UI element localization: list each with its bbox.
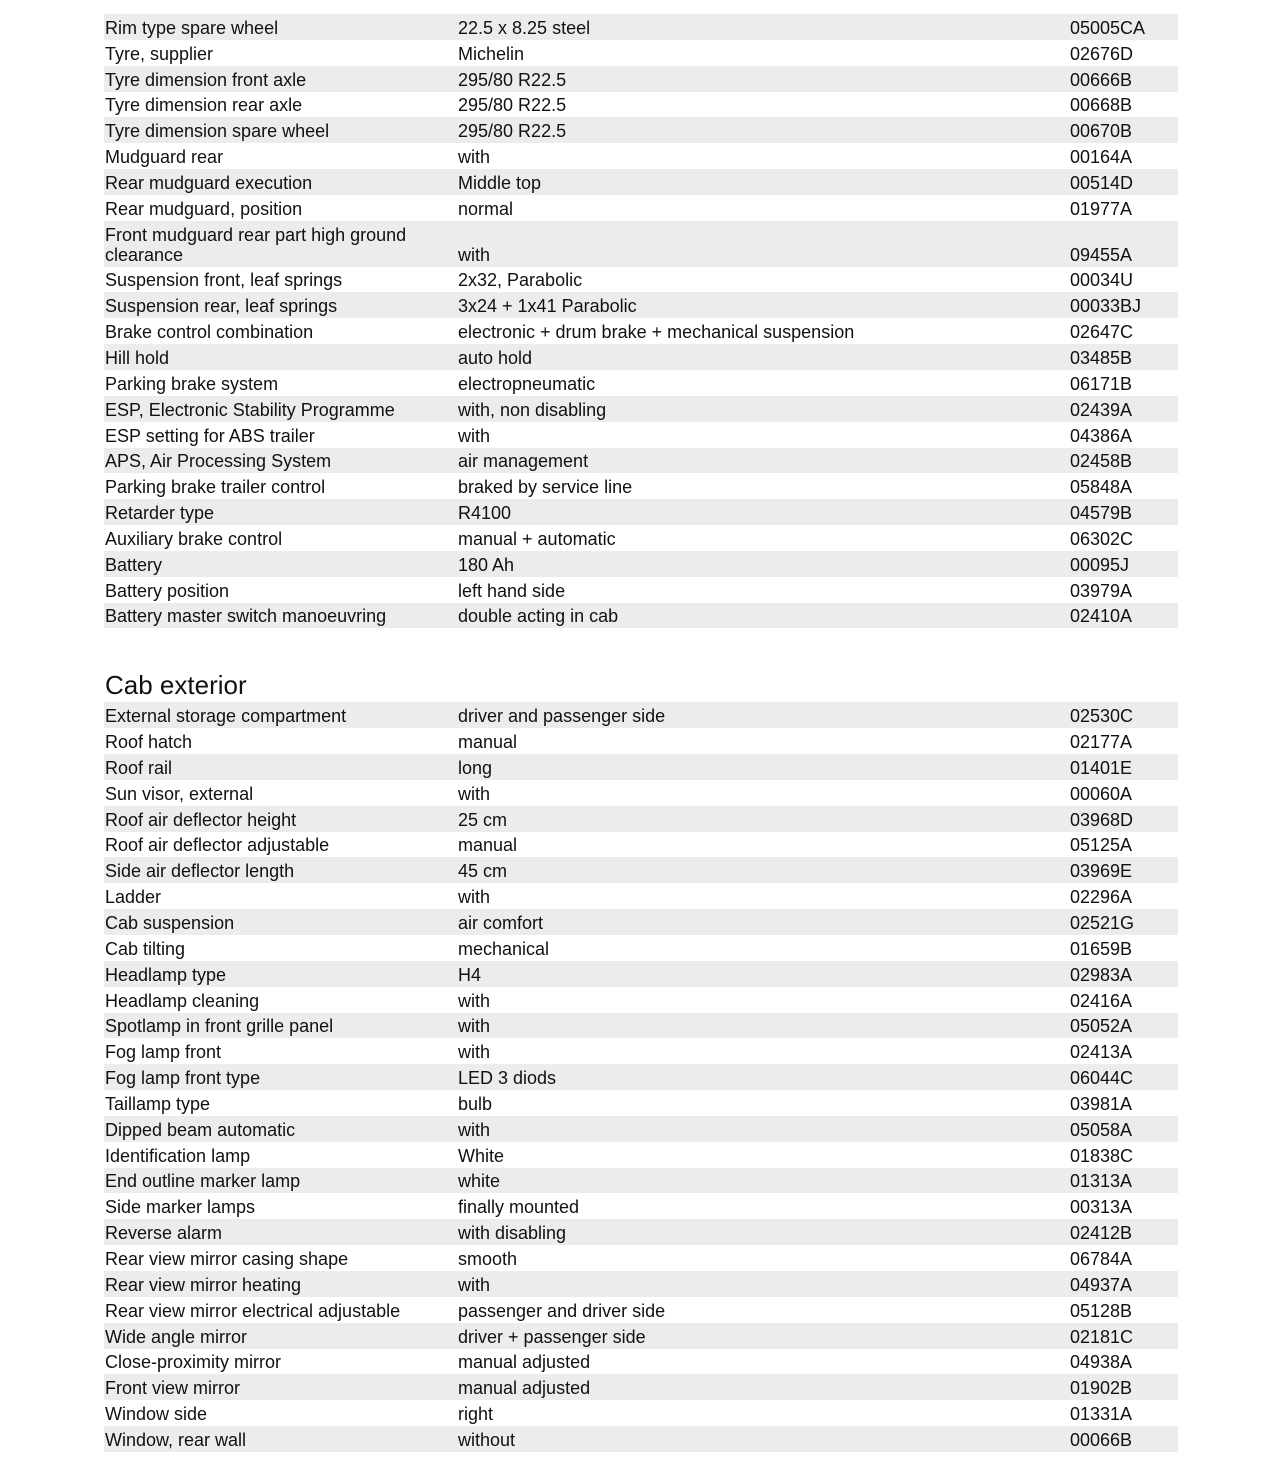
spec-value: with bbox=[458, 990, 491, 1011]
spec-code: 02530C bbox=[1070, 706, 1134, 727]
spec-code: 00066B bbox=[1070, 1429, 1133, 1450]
spec-item: Parking brake system bbox=[105, 373, 279, 394]
spec-item: Brake control combination bbox=[105, 322, 314, 343]
spec-value: LED 3 diods bbox=[458, 1068, 557, 1089]
table-row bbox=[104, 221, 1178, 267]
spec-item: Suspension rear, leaf springs bbox=[105, 296, 338, 317]
spec-code: 09455A bbox=[1070, 244, 1133, 265]
spec-item: Battery position bbox=[105, 580, 230, 601]
spec-code: 00313A bbox=[1070, 1197, 1133, 1218]
spec-value: 295/80 R22.5 bbox=[458, 69, 567, 90]
spec-value: with bbox=[458, 244, 491, 265]
spec-code: 03979A bbox=[1070, 580, 1133, 601]
spec-code: 06302C bbox=[1070, 528, 1134, 549]
spec-item: Dipped beam automatic bbox=[105, 1119, 296, 1140]
table-row bbox=[104, 195, 1178, 221]
spec-item: Cab tilting bbox=[105, 938, 186, 959]
spec-item: Sun visor, external bbox=[105, 783, 254, 804]
spec-code: 01659B bbox=[1070, 938, 1133, 959]
spec-value: Michelin bbox=[458, 43, 525, 64]
spec-item: Cab suspension bbox=[105, 913, 235, 933]
spec-code: 02412B bbox=[1070, 1223, 1133, 1244]
table-row bbox=[104, 143, 1178, 169]
spec-code: 05005CA bbox=[1070, 17, 1146, 38]
spec-item: Tyre, supplier bbox=[105, 43, 214, 64]
spec-code: 02413A bbox=[1070, 1042, 1133, 1063]
spec-value: without bbox=[458, 1429, 516, 1450]
spec-value: with bbox=[458, 1016, 491, 1037]
table-row bbox=[104, 1168, 1178, 1194]
spec-code: 01977A bbox=[1070, 198, 1133, 219]
spec-value: 295/80 R22.5 bbox=[458, 121, 567, 142]
table-row bbox=[104, 754, 1178, 780]
spec-item: ESP setting for ABS trailer bbox=[105, 425, 315, 446]
spec-code: 00033BJ bbox=[1070, 296, 1142, 317]
table-row bbox=[104, 577, 1178, 603]
spec-item: Ladder bbox=[105, 887, 162, 908]
spec-value: auto hold bbox=[458, 347, 533, 368]
spec-item: Roof hatch bbox=[105, 732, 193, 753]
spec-code: 00668B bbox=[1070, 95, 1133, 116]
spec-code: 03969E bbox=[1070, 861, 1133, 882]
spec-item: Mudguard rear bbox=[105, 147, 224, 168]
spec-value: R4100 bbox=[458, 503, 512, 524]
spec-code: 01331A bbox=[1070, 1404, 1133, 1425]
spec-value: normal bbox=[458, 198, 514, 219]
table-row bbox=[104, 1349, 1178, 1375]
table-row bbox=[104, 1219, 1178, 1245]
table-row bbox=[104, 1297, 1178, 1323]
spec-code: 04386A bbox=[1070, 425, 1133, 446]
spec-code: 06171B bbox=[1070, 373, 1133, 394]
spec-item: Auxiliary brake control bbox=[105, 528, 283, 549]
table-row bbox=[104, 1426, 1178, 1452]
spec-value: manual + automatic bbox=[458, 528, 616, 549]
spec-code: 00060A bbox=[1070, 783, 1133, 804]
chassis-spec-table bbox=[104, 14, 1178, 628]
table-row bbox=[104, 883, 1178, 909]
spec-code: 02676D bbox=[1070, 43, 1134, 64]
table-row bbox=[104, 728, 1178, 754]
spec-code: 04579B bbox=[1070, 503, 1133, 524]
table-row bbox=[104, 1064, 1178, 1090]
spec-item: Headlamp cleaning bbox=[105, 990, 260, 1011]
spec-value: with bbox=[458, 147, 491, 168]
spec-code: 01401E bbox=[1070, 757, 1133, 778]
table-row bbox=[104, 1400, 1178, 1426]
spec-code: 05052A bbox=[1070, 1016, 1133, 1037]
spec-value: manual bbox=[458, 835, 518, 856]
spec-code: 05125A bbox=[1070, 835, 1133, 856]
table-row bbox=[104, 857, 1178, 883]
spec-item: Rim type spare wheel bbox=[105, 17, 279, 38]
table-row bbox=[104, 909, 1178, 935]
table-row bbox=[104, 525, 1178, 551]
spec-code: 01838C bbox=[1070, 1145, 1134, 1166]
table-row bbox=[104, 935, 1178, 961]
spec-value: 180 Ah bbox=[458, 554, 515, 575]
spec-value: air management bbox=[458, 451, 589, 472]
spec-item: Rear mudguard execution bbox=[105, 172, 313, 193]
section-gap bbox=[104, 628, 1178, 670]
spec-item: Hill hold bbox=[105, 347, 170, 368]
spec-value: right bbox=[458, 1404, 494, 1425]
spec-code: 02416A bbox=[1070, 990, 1133, 1011]
table-row bbox=[104, 1142, 1178, 1168]
spec-value: with bbox=[458, 887, 491, 908]
spec-value: 22.5 x 8.25 steel bbox=[458, 17, 591, 38]
spec-value: with bbox=[458, 1119, 491, 1140]
spec-item: Taillamp type bbox=[105, 1093, 211, 1114]
spec-item: Wide angle mirror bbox=[105, 1326, 248, 1347]
spec-code: 03981A bbox=[1070, 1093, 1133, 1114]
table-row bbox=[104, 1374, 1178, 1400]
spec-value: with bbox=[458, 1042, 491, 1063]
table-row bbox=[104, 961, 1178, 987]
spec-value: bulb bbox=[458, 1093, 493, 1114]
spec-code: 00034U bbox=[1070, 270, 1134, 291]
spec-code: 02181C bbox=[1070, 1326, 1134, 1347]
spec-item: Rear view mirror casing shape bbox=[105, 1248, 349, 1269]
spec-value: driver + passenger side bbox=[458, 1326, 646, 1347]
table-row bbox=[104, 318, 1178, 344]
spec-item: Fog lamp front type bbox=[105, 1068, 261, 1089]
spec-value: with, non disabling bbox=[458, 399, 607, 420]
spec-sheet bbox=[104, 14, 1178, 1452]
spec-item: APS, Air Processing System bbox=[105, 451, 332, 472]
table-row bbox=[104, 292, 1178, 318]
section-title-cab-exterior: Cab exterior bbox=[105, 670, 247, 701]
spec-code: 02647C bbox=[1070, 322, 1134, 343]
spec-value: 25 cm bbox=[458, 809, 508, 830]
spec-value: manual adjusted bbox=[458, 1378, 591, 1399]
spec-value: double acting in cab bbox=[458, 606, 619, 627]
spec-item: Identification lamp bbox=[105, 1145, 251, 1166]
spec-value: mechanical bbox=[458, 938, 550, 959]
spec-code: 03485B bbox=[1070, 347, 1133, 368]
table-row bbox=[104, 1271, 1178, 1297]
spec-value: 2x32, Parabolic bbox=[458, 270, 583, 291]
spec-item: External storage compartment bbox=[105, 706, 347, 727]
table-row bbox=[104, 832, 1178, 858]
spec-value: smooth bbox=[458, 1248, 518, 1269]
spec-code: 06044C bbox=[1070, 1068, 1134, 1089]
table-row bbox=[104, 1245, 1178, 1271]
spec-value: manual adjusted bbox=[458, 1352, 591, 1373]
spec-code: 02296A bbox=[1070, 887, 1133, 908]
spec-code: 02410A bbox=[1070, 606, 1133, 627]
spec-item: Side air deflector length bbox=[105, 861, 295, 882]
table-row bbox=[104, 806, 1178, 832]
spec-item: Window side bbox=[105, 1404, 208, 1425]
spec-value: 3x24 + 1x41 Parabolic bbox=[458, 296, 637, 317]
spec-value: with bbox=[458, 783, 491, 804]
spec-value: 295/80 R22.5 bbox=[458, 95, 567, 116]
spec-item: Rear view mirror electrical adjustable bbox=[105, 1300, 401, 1321]
table-row bbox=[104, 370, 1178, 396]
spec-code: 02521G bbox=[1070, 913, 1135, 933]
spec-code: 02458B bbox=[1070, 451, 1133, 472]
spec-value: long bbox=[458, 757, 493, 778]
spec-value: with disabling bbox=[458, 1223, 567, 1244]
table-row bbox=[104, 702, 1178, 728]
table-row bbox=[104, 40, 1178, 66]
table-row bbox=[104, 1116, 1178, 1142]
table-row bbox=[104, 1038, 1178, 1064]
spec-value: air comfort bbox=[458, 913, 544, 933]
spec-item: Battery master switch manoeuvring bbox=[105, 606, 387, 627]
table-row bbox=[104, 267, 1178, 293]
spec-item: Roof air deflector height bbox=[105, 809, 297, 830]
spec-code: 00670B bbox=[1070, 121, 1133, 142]
spec-item: Reverse alarm bbox=[105, 1223, 223, 1244]
spec-item: Spotlamp in front grille panel bbox=[105, 1016, 334, 1037]
spec-item: Front view mirror bbox=[105, 1378, 241, 1399]
spec-item: Rear view mirror heating bbox=[105, 1274, 302, 1295]
spec-value: 45 cm bbox=[458, 861, 508, 882]
spec-item: Tyre dimension front axle bbox=[105, 69, 307, 90]
spec-item: Parking brake trailer control bbox=[105, 477, 326, 498]
spec-code: 06784A bbox=[1070, 1248, 1133, 1269]
table-row bbox=[104, 422, 1178, 448]
spec-code: 00095J bbox=[1070, 554, 1130, 575]
spec-code: 04938A bbox=[1070, 1352, 1133, 1373]
table-row bbox=[104, 1090, 1178, 1116]
spec-value: H4 bbox=[458, 964, 482, 985]
spec-value: white bbox=[458, 1171, 501, 1192]
spec-item: End outline marker lamp bbox=[105, 1171, 301, 1192]
spec-item: Window, rear wall bbox=[105, 1429, 247, 1450]
spec-item: Suspension front, leaf springs bbox=[105, 270, 343, 291]
table-row bbox=[104, 1013, 1178, 1039]
spec-item: Front mudguard rear part high ground clearance bbox=[105, 224, 407, 265]
spec-value: finally mounted bbox=[458, 1197, 580, 1218]
spec-item: Retarder type bbox=[105, 503, 215, 524]
table-row bbox=[104, 169, 1178, 195]
spec-code: 02439A bbox=[1070, 399, 1133, 420]
spec-item: Rear mudguard, position bbox=[105, 198, 303, 219]
spec-code: 03968D bbox=[1070, 809, 1134, 830]
spec-value: electropneumatic bbox=[458, 373, 596, 394]
spec-item: Battery bbox=[105, 554, 163, 575]
table-row bbox=[104, 551, 1178, 577]
spec-value: with bbox=[458, 1274, 491, 1295]
spec-value: left hand side bbox=[458, 580, 566, 601]
table-row bbox=[104, 780, 1178, 806]
table-row bbox=[104, 499, 1178, 525]
spec-item: Roof rail bbox=[105, 757, 173, 778]
spec-item: Roof air deflector adjustable bbox=[105, 835, 330, 856]
spec-value: driver and passenger side bbox=[458, 706, 666, 727]
table-row bbox=[104, 448, 1178, 474]
spec-code: 05128B bbox=[1070, 1300, 1133, 1321]
spec-value: White bbox=[458, 1145, 505, 1166]
table-row bbox=[104, 1193, 1178, 1219]
spec-value: manual bbox=[458, 732, 518, 753]
table-row bbox=[104, 92, 1178, 118]
table-row bbox=[104, 66, 1178, 92]
spec-value: passenger and driver side bbox=[458, 1300, 666, 1321]
spec-code: 01313A bbox=[1070, 1171, 1133, 1192]
spec-item: Fog lamp front bbox=[105, 1042, 222, 1063]
spec-code: 02177A bbox=[1070, 732, 1133, 753]
spec-item: Tyre dimension rear axle bbox=[105, 95, 303, 116]
table-row bbox=[104, 344, 1178, 370]
table-row bbox=[104, 117, 1178, 143]
spec-code: 00164A bbox=[1070, 147, 1133, 168]
spec-item: Close-proximity mirror bbox=[105, 1352, 282, 1373]
spec-code: 05848A bbox=[1070, 477, 1133, 498]
spec-code: 05058A bbox=[1070, 1119, 1133, 1140]
spec-code: 04937A bbox=[1070, 1274, 1133, 1295]
spec-item: Side marker lamps bbox=[105, 1197, 256, 1218]
table-row bbox=[104, 603, 1178, 629]
spec-item: Headlamp type bbox=[105, 964, 227, 985]
table-row bbox=[104, 396, 1178, 422]
spec-value: with bbox=[458, 425, 491, 446]
table-row bbox=[104, 14, 1178, 40]
cab-exterior-table bbox=[104, 702, 1178, 1451]
spec-code: 00666B bbox=[1070, 69, 1133, 90]
spec-item: ESP, Electronic Stability Programme bbox=[105, 399, 395, 420]
table-row bbox=[104, 987, 1178, 1013]
table-row bbox=[104, 1323, 1178, 1349]
spec-value: Middle top bbox=[458, 172, 542, 193]
spec-code: 01902B bbox=[1070, 1378, 1133, 1399]
spec-code: 00514D bbox=[1070, 172, 1134, 193]
spec-item: Tyre dimension spare wheel bbox=[105, 121, 330, 142]
spec-code: 02983A bbox=[1070, 964, 1133, 985]
spec-value: electronic + drum brake + mechanical suspension bbox=[458, 322, 855, 343]
table-row bbox=[104, 473, 1178, 499]
spec-value: braked by service line bbox=[458, 477, 633, 498]
